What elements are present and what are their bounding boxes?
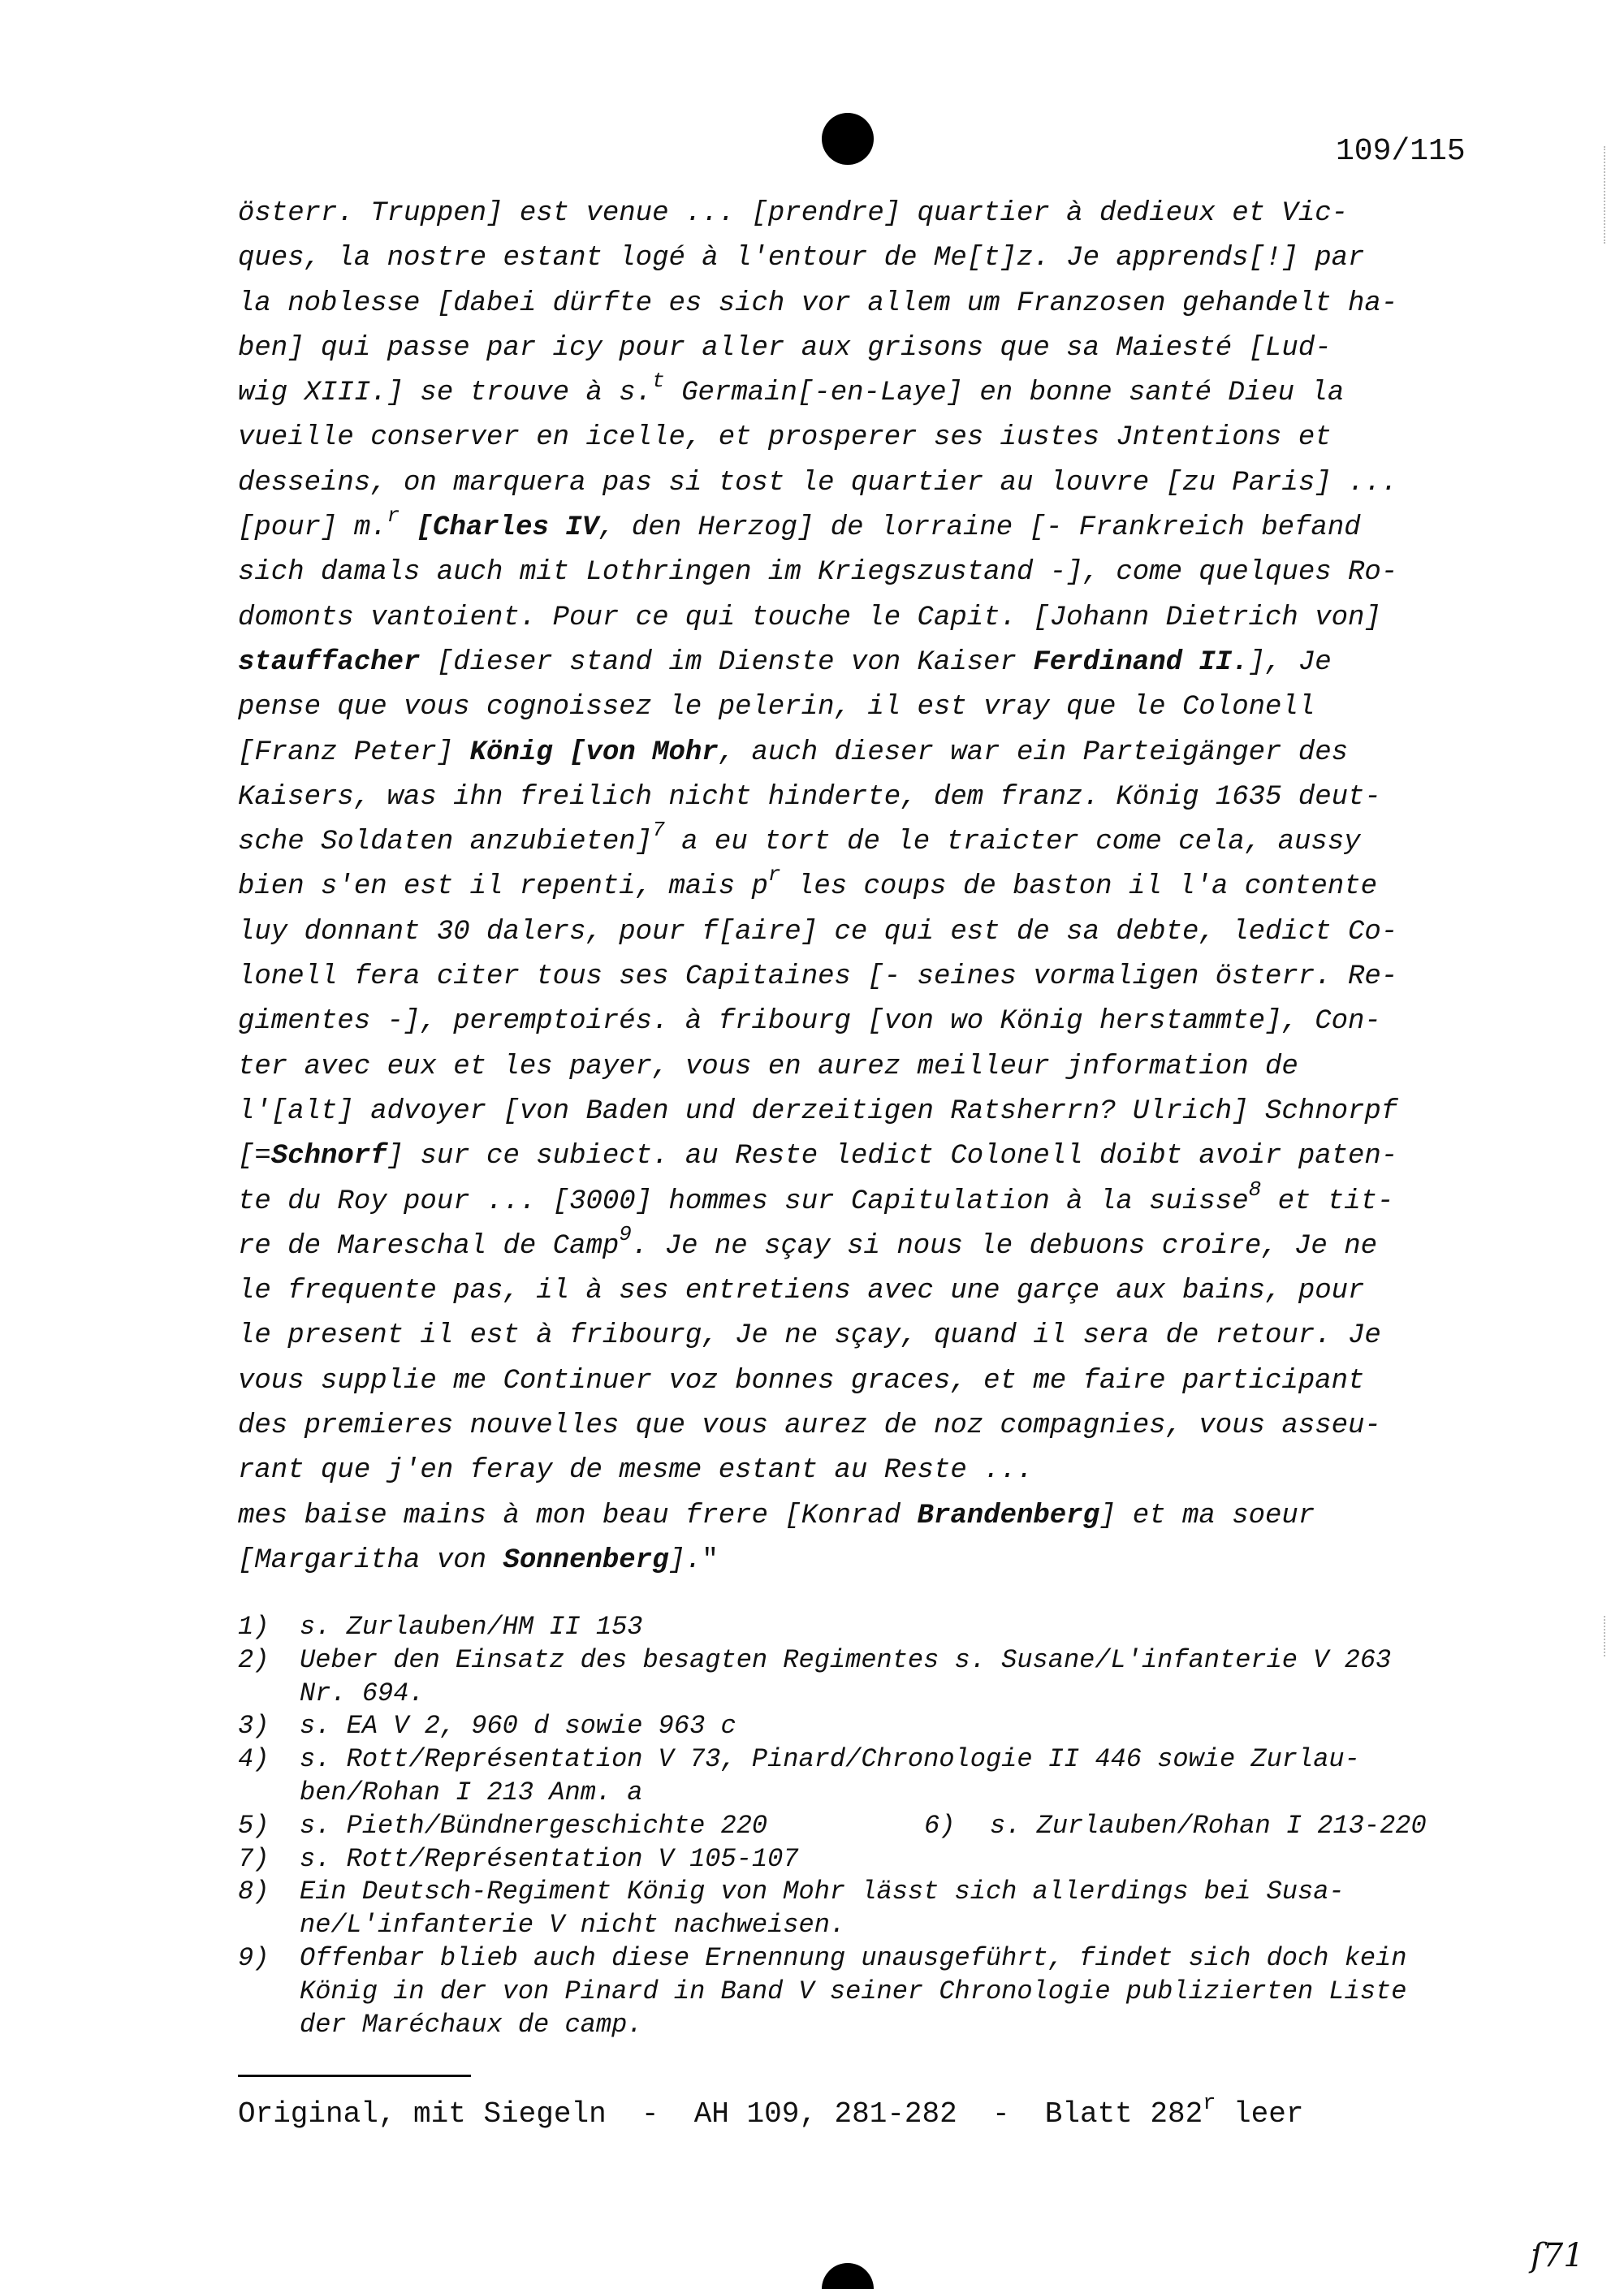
body-line xyxy=(238,461,1440,506)
text-segment: [= xyxy=(238,1141,271,1173)
footnote-text: der Maréchaux de camp. xyxy=(300,2009,643,2040)
body-line xyxy=(238,551,1440,595)
body-line xyxy=(238,955,1440,1000)
body-line xyxy=(238,1221,1440,1269)
footnote-text: Nr. 694. xyxy=(300,1678,425,1708)
footnote-number: 3) xyxy=(238,1711,270,1742)
superscript: t xyxy=(652,369,665,394)
footnote xyxy=(238,1678,1456,1711)
punch-hole-bottom xyxy=(822,2263,874,2289)
body-line xyxy=(238,1539,1440,1583)
text-segment xyxy=(400,512,416,543)
scan-margin-marks xyxy=(1604,146,1610,244)
text-segment: le present il est à fribourg, Je ne sçay, quand il sera de retour. Je xyxy=(238,1320,1381,1352)
text-segment: österr. Truppen] est venue ... [prendre] quartier à dedieux et Vic- xyxy=(238,198,1349,229)
body-line xyxy=(238,326,1440,371)
body-line xyxy=(238,1090,1440,1134)
text-segment: wig XIII.] se trouve à s. xyxy=(238,378,653,409)
body-line xyxy=(238,416,1440,460)
body-line xyxy=(238,1359,1440,1404)
text-segment: et tit- xyxy=(1261,1186,1394,1217)
footnote-text: Ein Deutsch-Regiment König von Mohr lässt sich allerdings bei Susa- xyxy=(300,1877,1345,1907)
text-segment: [pour] m. xyxy=(238,512,387,544)
text-segment: sich damals auch mit Lothringen im Kriegszustand -], come quelques Ro- xyxy=(238,557,1398,589)
body-line xyxy=(238,1177,1440,1224)
text-segment: ques, la nostre estant logé à l'entour de Me[t]z. Je apprends[!] par xyxy=(238,243,1365,274)
footnote-number: 6) xyxy=(924,1810,956,1841)
footnote-text: ben/Rohan I 213 Anm. a xyxy=(300,1777,643,1807)
text-segment: [Franz Peter] xyxy=(238,736,470,768)
footnote-number: 5) xyxy=(238,1810,270,1841)
body-line xyxy=(238,1494,1440,1539)
body-line xyxy=(238,371,1440,416)
text-segment: ] sur ce subiect. au Reste ledict Colonell doibt avoir paten- xyxy=(387,1141,1398,1173)
body-line xyxy=(238,192,1440,236)
text-segment: le frequente pas, il à ses entretiens avec une garçe aux bains, pour xyxy=(238,1276,1365,1307)
body-line xyxy=(238,1314,1440,1358)
footnote xyxy=(238,2009,1456,2042)
bold-name: Sonnenberg xyxy=(503,1544,669,1576)
text-segment: les coups de baston il l'a contente xyxy=(780,871,1378,903)
footnote-text: s. Rott/Représentation V 73, Pinard/Chronologie II 446 sowie Zurlau- xyxy=(300,1744,1360,1775)
body-line xyxy=(238,282,1440,326)
footnote-number: 4) xyxy=(238,1744,270,1775)
text-segment: " xyxy=(702,1544,719,1576)
bold-name: stauffacher xyxy=(238,646,421,678)
footer-after: leer xyxy=(1216,2097,1304,2131)
footnote-text: s. Zurlauben/Rohan I 213-220 xyxy=(990,1810,1427,1841)
footnote-text: s. Pieth/Bündnergeschichte 220 xyxy=(300,1810,768,1841)
footnote-number: 7) xyxy=(238,1843,270,1874)
text-segment: , den Herzog] de lorraine [- Frankreich befand xyxy=(598,512,1361,544)
text-segment: ter avec eux et les payer, vous en aurez meilleur jnformation de xyxy=(238,1051,1298,1082)
text-segment: a eu tort de le traicter come cela, aussy xyxy=(664,827,1361,858)
superscript: 9 xyxy=(619,1221,632,1246)
footnote-number: 9) xyxy=(238,1942,270,1973)
body-line xyxy=(238,910,1440,955)
footnote-text: Offenbar blieb auch diese Ernennung unausgeführt, findet sich doch kein xyxy=(300,1942,1407,1973)
text-segment: luy donnant 30 dalers, pour f[aire] ce qui est de sa debte, ledict Co- xyxy=(238,916,1398,948)
superscript: r xyxy=(767,862,781,888)
text-segment: ], Je xyxy=(1248,646,1332,678)
footnotes xyxy=(238,1611,1456,2041)
handwritten-folio-mark: ſ71 xyxy=(1531,2237,1584,2274)
text-segment: ] et ma soeur xyxy=(1099,1500,1315,1531)
body-line xyxy=(238,862,1440,909)
body-line xyxy=(238,503,1440,551)
superscript: r xyxy=(387,503,400,529)
footnote xyxy=(238,1876,1456,1909)
footer-rule xyxy=(238,2075,471,2077)
bold-name: [Charles IV xyxy=(416,512,599,544)
footnote xyxy=(238,1743,1456,1777)
text-segment: desseins, on marquera pas si tost le quartier au louvre [zu Paris] ... xyxy=(238,467,1398,499)
footnote-number: 2) xyxy=(238,1644,270,1675)
body-line xyxy=(238,731,1440,775)
text-segment: domonts vantoient. Pour ce qui touche le Capit. [Johann Dietrich von] xyxy=(238,602,1381,633)
page-number: 109/115 xyxy=(1336,134,1466,169)
text-segment: lonell fera citer tous ses Capitaines [- seines vormaligen österr. Re- xyxy=(238,961,1398,993)
text-segment: , auch dieser war ein Parteigänger des xyxy=(718,736,1349,768)
bold-name: Brandenberg xyxy=(917,1500,1099,1531)
text-segment: pense que vous cognoissez le pelerin, il est vray que le Colonell xyxy=(238,692,1315,723)
text-segment: ]. xyxy=(668,1544,702,1576)
letter-body-text xyxy=(238,192,1440,1583)
footnote-text: s. EA V 2, 960 d sowie 963 c xyxy=(300,1711,736,1742)
text-segment: Germain[-en-Laye] en bonne santé Dieu la xyxy=(664,378,1345,409)
footnote-text: Ueber den Einsatz des besagten Regimentes s. Susane/L'infanterie V 263 xyxy=(300,1644,1392,1675)
text-segment: mes baise mains à mon beau frere [Konrad xyxy=(238,1500,918,1531)
body-line xyxy=(238,1449,1440,1493)
text-segment: gimentes -], peremptoirés. à fribourg [von wo König herstammte], Con- xyxy=(238,1006,1381,1038)
footer-sup: r xyxy=(1203,2092,1216,2116)
footnote xyxy=(238,1777,1456,1810)
footnote xyxy=(238,1976,1456,2009)
bold-name: Schnorf xyxy=(270,1141,387,1173)
footnote-number: 8) xyxy=(238,1877,270,1907)
scan-margin-marks xyxy=(1604,1616,1610,1656)
text-segment: [dieser stand im Dienste von Kaiser xyxy=(420,646,1034,678)
bold-name: Ferdinand II. xyxy=(1033,646,1249,678)
text-segment: vous supplie me Continuer voz bonnes graces, et me faire participant xyxy=(238,1365,1365,1397)
text-segment: te du Roy pour ... [3000] hommes sur Capitulation à la suisse xyxy=(238,1186,1249,1217)
body-line xyxy=(238,1045,1440,1090)
text-segment: Kaisers, was ihn freilich nicht hinderte, dem franz. König 1635 deut- xyxy=(238,781,1381,813)
text-segment: bien s'en est il repenti, mais p xyxy=(238,871,768,903)
footnote xyxy=(238,1810,1456,1843)
punch-hole-top xyxy=(822,113,874,165)
footnote xyxy=(238,1909,1456,1942)
footnote-text: s. Rott/Représentation V 105-107 xyxy=(300,1843,799,1874)
footer-text: Original, mit Siegeln - AH 109, 281-282 - Blatt 282 xyxy=(238,2097,1203,2131)
text-segment: [Margaritha von xyxy=(238,1544,503,1576)
source-footer xyxy=(238,2092,1304,2131)
text-segment: la noblesse [dabei dürfte es sich vor allem um Franzosen gehandelt ha- xyxy=(238,287,1398,319)
footnote-text: s. Zurlauben/HM II 153 xyxy=(300,1612,643,1642)
footnote-text: König in der von Pinard in Band V seiner Chronologie publizierten Liste xyxy=(300,1976,1407,2006)
body-line xyxy=(238,236,1440,281)
footnote xyxy=(238,1843,1456,1877)
text-segment: l'[alt] advoyer [von Baden und derzeitigen Ratsherrn? Ulrich] Schnorpf xyxy=(238,1095,1398,1127)
body-line xyxy=(238,596,1440,641)
body-line xyxy=(238,1000,1440,1044)
superscript: 8 xyxy=(1248,1177,1262,1202)
body-line xyxy=(238,820,1440,865)
text-segment: vueille conserver en icelle, et prosperer ses iustes Jntentions et xyxy=(238,422,1332,454)
text-segment: ben] qui passe par icy pour aller aux grisons que sa Maiesté [Lud- xyxy=(238,332,1332,364)
body-line xyxy=(238,1269,1440,1314)
text-segment: des premieres nouvelles que vous aurez de noz compagnies, vous asseu- xyxy=(238,1410,1381,1442)
body-line xyxy=(238,641,1440,685)
body-line xyxy=(238,775,1440,820)
footnote-text: ne/L'infanterie V nicht nachweisen. xyxy=(300,1910,846,1941)
footnote xyxy=(238,1942,1456,1976)
superscript: 7 xyxy=(652,818,665,843)
body-line xyxy=(238,1404,1440,1449)
footnote xyxy=(238,1611,1456,1644)
text-segment: re de Mareschal de Camp xyxy=(238,1230,620,1262)
body-line xyxy=(238,1134,1440,1179)
bold-name: König [von Mohr xyxy=(469,736,719,768)
text-segment: . Je ne sçay si nous le debuons croire, Je ne xyxy=(631,1230,1378,1262)
text-segment: sche Soldaten anzubieten] xyxy=(238,827,653,858)
footnote xyxy=(238,1644,1456,1678)
footnote-number: 1) xyxy=(238,1612,270,1642)
body-line xyxy=(238,685,1440,730)
footnote xyxy=(238,1710,1456,1743)
text-segment: rant que j'en feray de mesme estant au Reste ... xyxy=(238,1455,1034,1487)
